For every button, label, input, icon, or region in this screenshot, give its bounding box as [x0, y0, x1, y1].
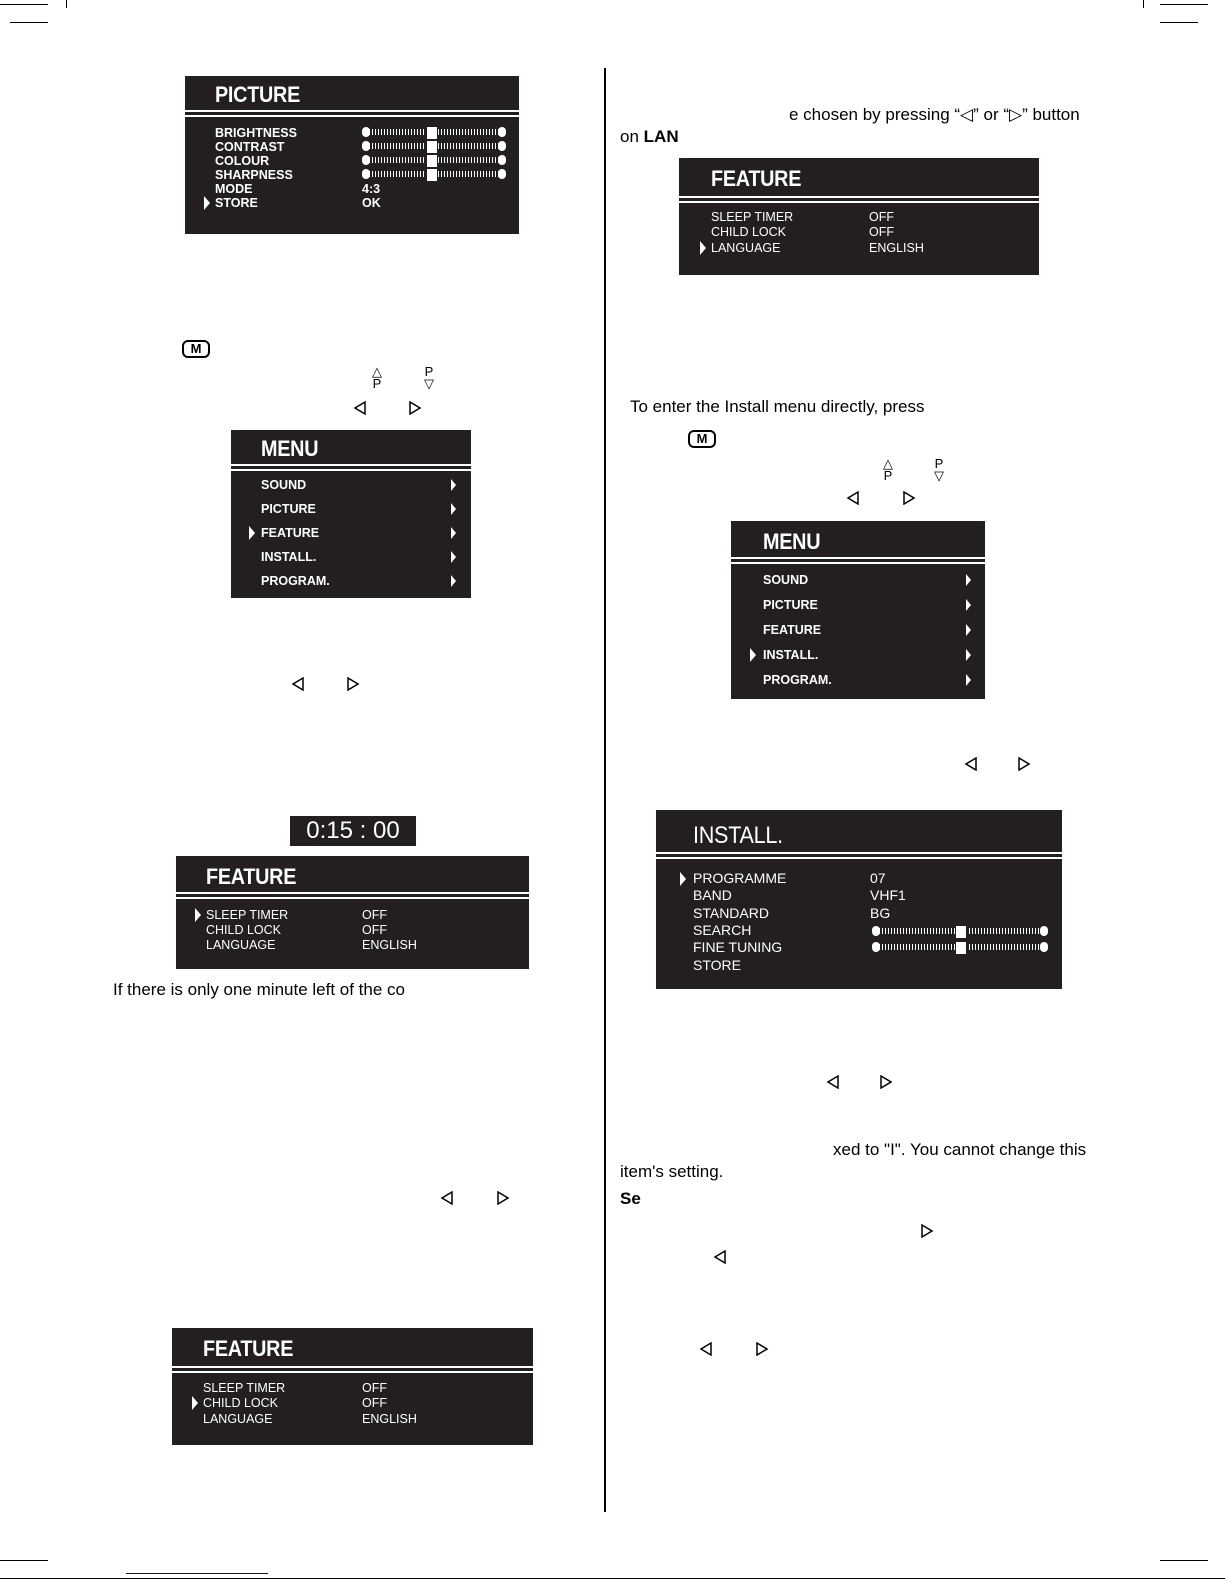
- submenu-arrow-icon: [966, 674, 971, 686]
- left-arrow-icon: [713, 1250, 727, 1264]
- se-text: Se: [620, 1189, 641, 1208]
- sleep-timer-value: OFF: [362, 908, 387, 922]
- picture-menu-title: PICTURE: [215, 82, 301, 107]
- right-arrow-icon: [496, 1191, 510, 1205]
- submenu-arrow-icon: [451, 479, 456, 491]
- on-text: on LAN: [620, 127, 679, 146]
- left-arrow-icon: [291, 677, 305, 691]
- sleep-timer-value: OFF: [869, 210, 894, 224]
- brightness-slider[interactable]: [362, 127, 506, 137]
- crop-mark: [1160, 4, 1208, 5]
- child-lock-value: OFF: [362, 923, 387, 937]
- chosen-by-text: e chosen by pressing “◁” or “▷” button: [789, 105, 1080, 124]
- language-value: ENGLISH: [362, 1412, 417, 1426]
- store-value: OK: [362, 196, 381, 210]
- menu-item-feature[interactable]: FEATURE: [261, 526, 320, 540]
- fine-tuning-slider[interactable]: [872, 942, 1048, 952]
- left-arrow-icon: [699, 1342, 713, 1356]
- submenu-arrow-icon: [966, 649, 971, 661]
- menu-item-programme[interactable]: PROGRAMME: [693, 870, 787, 886]
- menu-item-brightness[interactable]: BRIGHTNESS: [215, 126, 297, 140]
- feature-menu-sleep-timer: [176, 856, 529, 969]
- menu-item-child-lock[interactable]: CHILD LOCK: [203, 1396, 279, 1410]
- child-lock-value: OFF: [362, 1396, 387, 1410]
- submenu-arrow-icon: [451, 503, 456, 515]
- column-divider: [604, 68, 606, 1512]
- left-arrow-icon: [440, 1191, 454, 1205]
- right-arrow-icon: [920, 1224, 934, 1238]
- menu-item-program[interactable]: PROGRAM.: [763, 673, 832, 687]
- install-menu: [656, 810, 1062, 989]
- menu-item-picture[interactable]: PICTURE: [763, 598, 818, 612]
- selection-marker-icon: [750, 648, 756, 662]
- right-arrow-icon: [408, 401, 422, 415]
- crop-mark: [10, 22, 48, 23]
- selection-marker-icon: [680, 872, 686, 886]
- enter-install-text: To enter the Install menu directly, press: [630, 397, 925, 416]
- selection-marker-icon: [204, 196, 210, 210]
- menu-item-child-lock[interactable]: CHILD LOCK: [711, 225, 787, 239]
- band-value: VHF1: [870, 887, 906, 903]
- picture-menu: [185, 76, 519, 234]
- menu-item-sound[interactable]: SOUND: [763, 573, 809, 587]
- menu-item-fine-tuning[interactable]: FINE TUNING: [693, 939, 783, 955]
- language-value: ENGLISH: [869, 241, 924, 255]
- program-up-key-icon: △ P: [883, 456, 893, 483]
- search-slider[interactable]: [872, 926, 1048, 936]
- menu-item-standard[interactable]: STANDARD: [693, 905, 769, 921]
- menu-item-sleep-timer[interactable]: SLEEP TIMER: [203, 1381, 286, 1395]
- main-menu-left: [231, 430, 471, 598]
- right-arrow-icon: [346, 677, 360, 691]
- crop-mark: [1143, 0, 1144, 8]
- items-setting-text: item's setting.: [620, 1162, 724, 1181]
- child-lock-value: OFF: [869, 225, 894, 239]
- footer-link-underline: [126, 1573, 268, 1574]
- right-arrow-icon: [902, 491, 916, 505]
- mode-value: 4:3: [362, 182, 381, 196]
- programme-value: 07: [870, 870, 886, 886]
- menu-item-language[interactable]: LANGUAGE: [711, 241, 781, 255]
- main-menu-right: [731, 521, 985, 699]
- menu-item-language[interactable]: LANGUAGE: [206, 938, 276, 952]
- menu-item-store[interactable]: STORE: [215, 196, 258, 210]
- menu-item-feature[interactable]: FEATURE: [763, 623, 822, 637]
- submenu-arrow-icon: [451, 527, 456, 539]
- colour-slider[interactable]: [362, 155, 506, 165]
- right-arrow-icon: [755, 1342, 769, 1356]
- crop-mark: [1160, 22, 1198, 23]
- menu-item-sound[interactable]: SOUND: [261, 478, 307, 492]
- main-menu-title: MENU: [763, 529, 821, 554]
- crop-mark: [66, 0, 67, 8]
- selection-marker-icon: [249, 526, 255, 540]
- menu-item-install[interactable]: INSTALL.: [261, 550, 317, 564]
- left-arrow-icon: [964, 757, 978, 771]
- crop-mark: [0, 4, 48, 5]
- crop-mark: [0, 1578, 1225, 1579]
- menu-item-sharpness[interactable]: SHARPNESS: [215, 168, 293, 182]
- menu-item-store[interactable]: STORE: [693, 957, 741, 973]
- crop-mark: [0, 1560, 48, 1561]
- one-minute-text: If there is only one minute left of the co: [113, 980, 405, 999]
- menu-key-icon: M: [688, 430, 716, 448]
- selection-marker-icon: [192, 1396, 198, 1410]
- feature-menu-language: [679, 158, 1039, 275]
- menu-item-mode[interactable]: MODE: [215, 182, 253, 196]
- submenu-arrow-icon: [451, 551, 456, 563]
- language-value: ENGLISH: [362, 938, 417, 952]
- crop-mark: [1160, 1560, 1208, 1561]
- submenu-arrow-icon: [966, 574, 971, 586]
- contrast-slider[interactable]: [362, 141, 506, 151]
- menu-item-child-lock[interactable]: CHILD LOCK: [206, 923, 282, 937]
- menu-item-sleep-timer[interactable]: SLEEP TIMER: [711, 210, 794, 224]
- submenu-arrow-icon: [966, 599, 971, 611]
- menu-item-colour[interactable]: COLOUR: [215, 154, 270, 168]
- menu-item-install[interactable]: INSTALL.: [763, 648, 819, 662]
- selection-marker-icon: [700, 241, 706, 255]
- fixed-text: xed to "I". You cannot change this: [833, 1140, 1087, 1159]
- menu-item-search[interactable]: SEARCH: [693, 922, 752, 938]
- install-menu-title: INSTALL.: [693, 822, 783, 849]
- feature-menu-title: FEATURE: [206, 864, 297, 889]
- program-down-key-icon: P ▽: [424, 364, 434, 391]
- menu-item-sleep-timer[interactable]: SLEEP TIMER: [206, 908, 289, 922]
- menu-item-band[interactable]: BAND: [693, 887, 732, 903]
- right-arrow-icon: [1017, 757, 1031, 771]
- sleep-timer-display: 0:15 : 00: [290, 816, 416, 846]
- feature-menu-child-lock: [172, 1328, 533, 1445]
- main-menu-title: MENU: [261, 436, 319, 461]
- menu-item-contrast[interactable]: CONTRAST: [215, 140, 285, 154]
- right-arrow-icon: [879, 1075, 893, 1089]
- menu-item-picture[interactable]: PICTURE: [261, 502, 316, 516]
- program-up-key-icon: △ P: [372, 364, 382, 391]
- standard-value: BG: [870, 905, 891, 921]
- submenu-arrow-icon: [451, 575, 456, 587]
- menu-item-language[interactable]: LANGUAGE: [203, 1412, 273, 1426]
- left-arrow-icon: [826, 1075, 840, 1089]
- sharpness-slider[interactable]: [362, 169, 506, 179]
- feature-menu-title: FEATURE: [203, 1336, 294, 1361]
- left-arrow-icon: [846, 491, 860, 505]
- sleep-timer-value: OFF: [362, 1381, 387, 1395]
- selection-marker-icon: [195, 908, 201, 922]
- left-arrow-icon: [353, 401, 367, 415]
- menu-key-icon: M: [182, 340, 210, 358]
- menu-item-program[interactable]: PROGRAM.: [261, 574, 330, 588]
- program-down-key-icon: P ▽: [934, 456, 944, 483]
- submenu-arrow-icon: [966, 624, 971, 636]
- feature-menu-title: FEATURE: [711, 166, 802, 191]
